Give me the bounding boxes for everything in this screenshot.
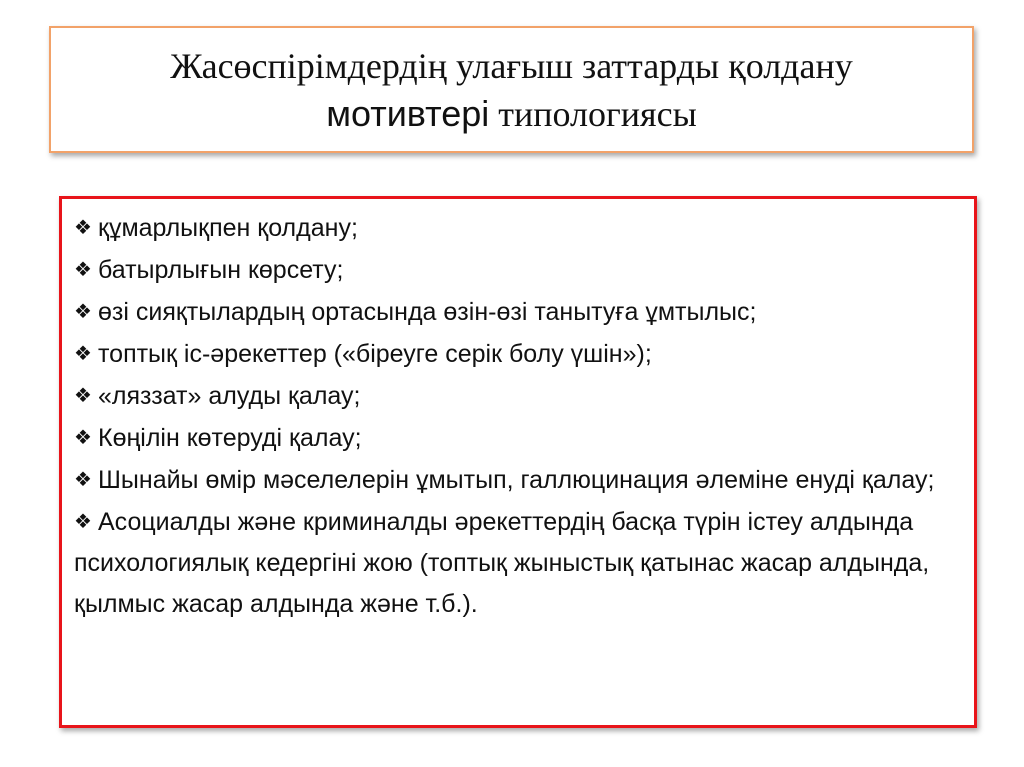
slide-title-line-1: Жасөспірімдердің улағыш заттарды қолдану [170, 45, 853, 86]
list-item [74, 501, 964, 625]
slide-title-box [49, 26, 974, 153]
list-item [74, 333, 964, 375]
diamond-bullet-icon: ❖ [74, 341, 92, 365]
slide-title-line-2 [326, 90, 697, 138]
diamond-bullet-icon: ❖ [74, 425, 92, 449]
list-item-text: құмарлықпен қолдану; [98, 214, 358, 242]
motives-list-box [59, 196, 977, 728]
list-item-text: «ляззат» алуды қалау; [98, 382, 361, 410]
list-item [74, 249, 964, 291]
list-item-text: Көңілін көтеруді қалау; [98, 424, 362, 452]
diamond-bullet-icon: ❖ [74, 509, 92, 533]
list-item-text: Шынайы өмір мәселелерін ұмытып, галлюцинация әлеміне енуді қалау; [98, 466, 935, 494]
list-item-text: топтық іс-әрекеттер («біреуге серік болу үшін»); [98, 340, 652, 368]
list-item-text: батырлығын көрсету; [98, 256, 344, 284]
diamond-bullet-icon: ❖ [74, 299, 92, 323]
diamond-bullet-icon: ❖ [74, 467, 92, 491]
list-item [74, 459, 964, 501]
list-item-text: өзі сияқтылардың ортасында өзін-өзі танытуға ұмтылыс; [98, 298, 757, 326]
diamond-bullet-icon: ❖ [74, 383, 92, 407]
list-item [74, 291, 964, 333]
slide-title-word-2: типологиясы [489, 93, 697, 134]
slide-title-word-1: мотивтері [326, 92, 490, 134]
list-item [74, 417, 964, 459]
diamond-bullet-icon: ❖ [74, 215, 92, 239]
diamond-bullet-icon: ❖ [74, 257, 92, 281]
list-item [74, 207, 964, 249]
list-item [74, 375, 964, 417]
motives-list [74, 207, 964, 625]
list-item-text: Асоциалды және криминалды әрекеттердің басқа түрін істеу алдында психологиялық кедергіні жою (топтық жыныстық қатынас жасар алдында, қылмыс жасар алдында және т.б.). [74, 508, 930, 618]
